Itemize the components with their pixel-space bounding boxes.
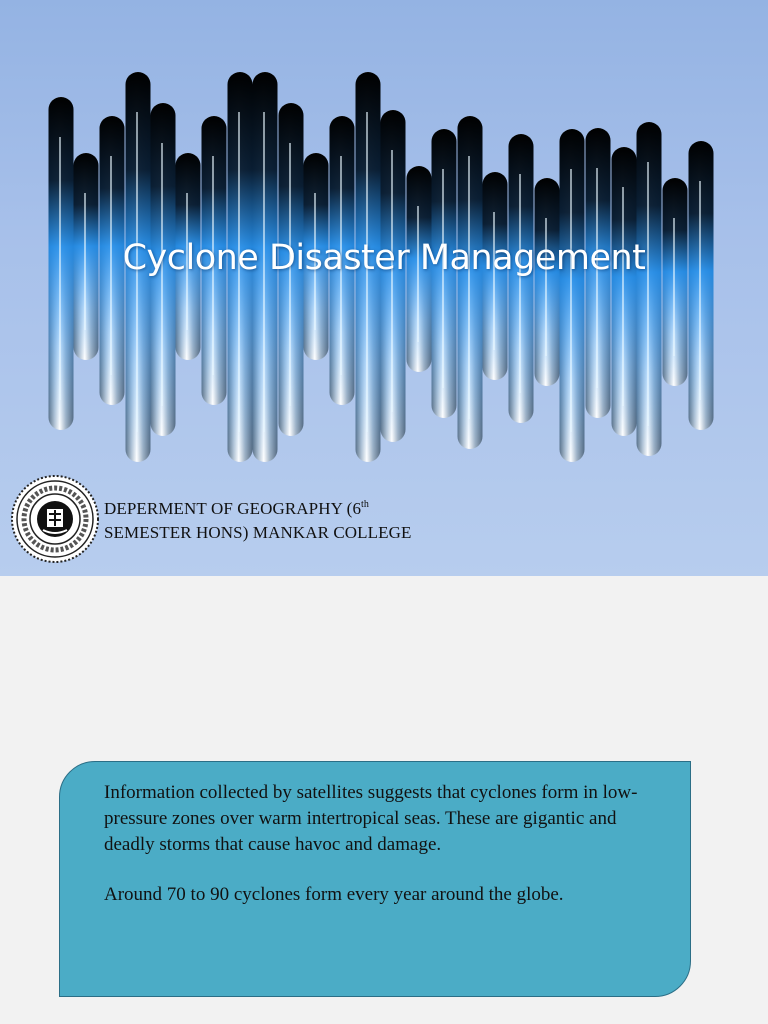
info-paragraph-2: Around 70 to 90 cyclones form every year around the globe.: [104, 884, 564, 905]
department-line-1: DEPERMENT OF GEOGRAPHY (6: [104, 499, 362, 518]
info-paragraph-1: Information collected by satellites suggests that cyclones form in low-pressure zones over warm intertropical seas. These are gigantic and deadly storms that cause havoc and damage.: [104, 782, 638, 855]
department-line-2: SEMESTER HONS) MANKAR COLLEGE: [104, 523, 412, 542]
info-callout-box: [59, 761, 691, 997]
department-caption: [104, 497, 412, 545]
ordinal-suffix: th: [361, 499, 370, 510]
slide-title: Cyclone Disaster Management: [122, 238, 646, 278]
college-seal-icon: [10, 474, 100, 564]
